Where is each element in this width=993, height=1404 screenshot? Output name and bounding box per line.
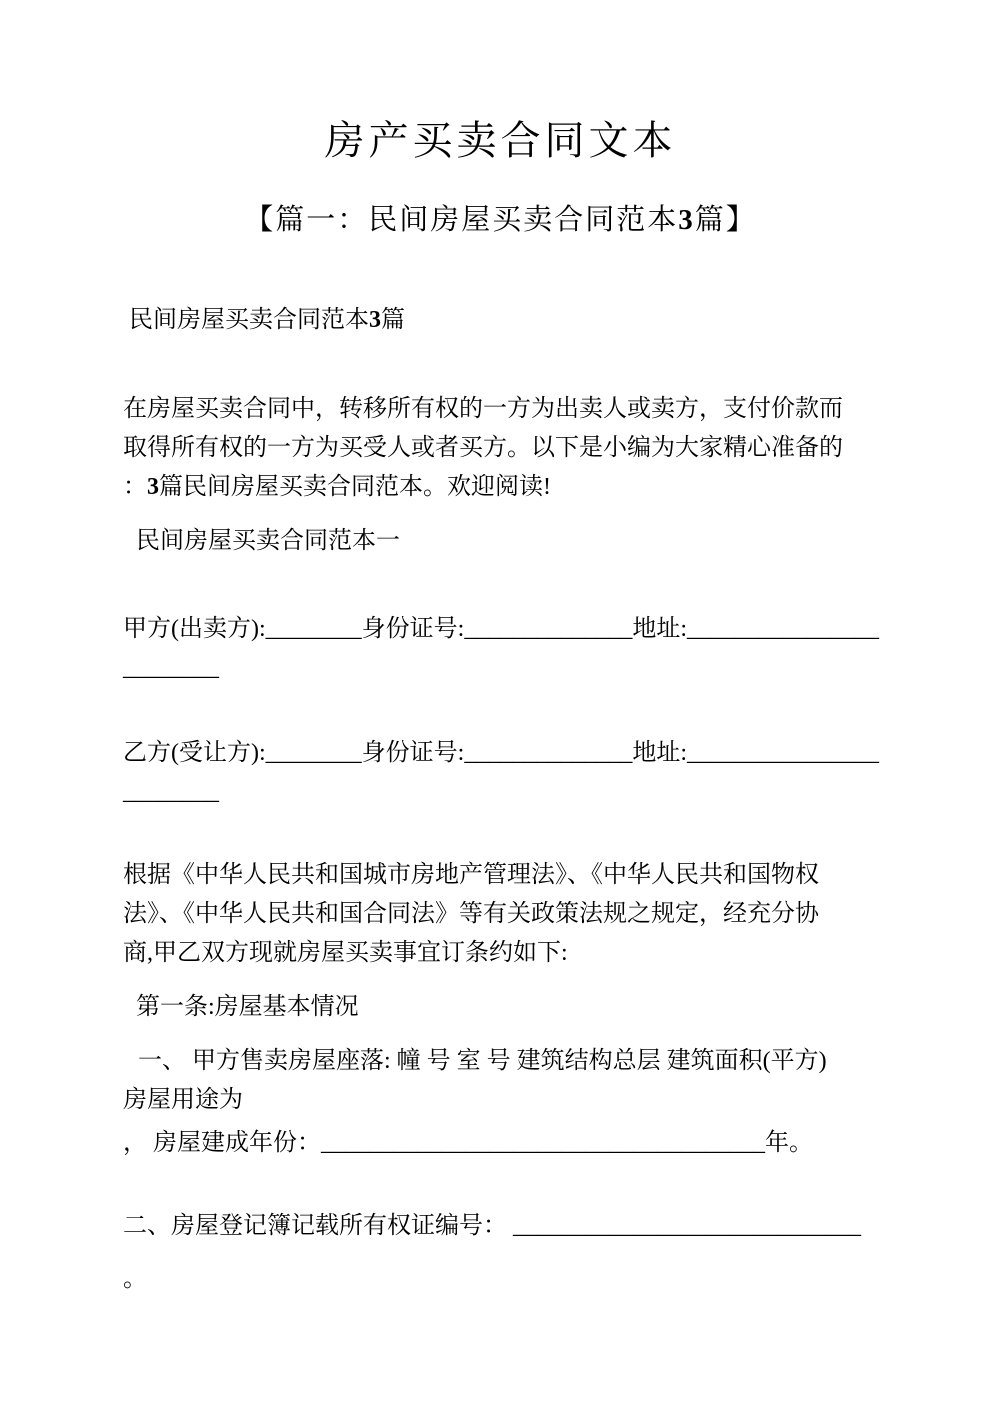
trailing-period bbox=[123, 1260, 878, 1299]
intro-line: 在房屋买卖合同中，转移所有权的一方为出卖人或卖方，支付价款而 bbox=[123, 396, 843, 422]
ownership-certificate-line: 二、房屋登记簿记载所有权证编号： _____________________________ bbox=[123, 1213, 861, 1239]
legal-basis-paragraph bbox=[123, 856, 878, 973]
party-a-line: 甲方(出卖方):________身份证号:______________地址:________________ bbox=[123, 616, 879, 642]
intro-line: ：3篇民间房屋买卖合同范本。欢迎阅读! bbox=[123, 474, 551, 500]
party-b-fields bbox=[123, 734, 878, 812]
intro-line: 取得所有权的一方为买受人或者买方。以下是小编为大家精心准备的 bbox=[123, 435, 843, 461]
legal-basis-line: 根据《中华人民共和国城市房地产管理法》、《中华人民共和国物权 bbox=[123, 862, 819, 888]
sample-one-heading: 民间房屋买卖合同范本一 bbox=[136, 528, 400, 554]
clause-1-item-1 bbox=[123, 1042, 878, 1120]
legal-basis-line: 法》、《中华人民共和国合同法》等有关政策法规之规定，经充分协 bbox=[123, 901, 819, 927]
clause-1-item-2 bbox=[123, 1207, 878, 1246]
legal-basis-line: 商,甲乙双方现就房屋买卖事宜订条约如下: bbox=[123, 940, 568, 966]
intro-paragraph bbox=[123, 390, 878, 507]
party-a-blank-continuation: ________ bbox=[123, 655, 219, 681]
party-b-line: 乙方(受让方):________身份证号:______________地址:________________ bbox=[123, 740, 879, 766]
sample-collection-heading: 民间房屋买卖合同范本3篇 bbox=[129, 307, 405, 333]
item-1-line: 一、 甲方售卖房屋座落: 幢 号 室 号 建筑结构总层 建筑面积(平方) bbox=[138, 1048, 827, 1074]
build-year-field bbox=[123, 1124, 878, 1163]
trailing-period-line: 。 bbox=[123, 1266, 147, 1292]
party-b-blank-continuation: ________ bbox=[123, 779, 219, 805]
party-a-fields bbox=[123, 610, 878, 688]
document-subtitle: 【篇一：民间房屋买卖合同范本3篇】 bbox=[244, 204, 757, 236]
build-year-line: ， 房屋建成年份：_____________________________________年。 bbox=[123, 1130, 813, 1156]
document-title: 房产买卖合同文本 bbox=[324, 118, 677, 163]
clause-1-heading: 第一条:房屋基本情况 bbox=[136, 994, 359, 1020]
item-1-line: 房屋用途为 bbox=[123, 1087, 243, 1113]
